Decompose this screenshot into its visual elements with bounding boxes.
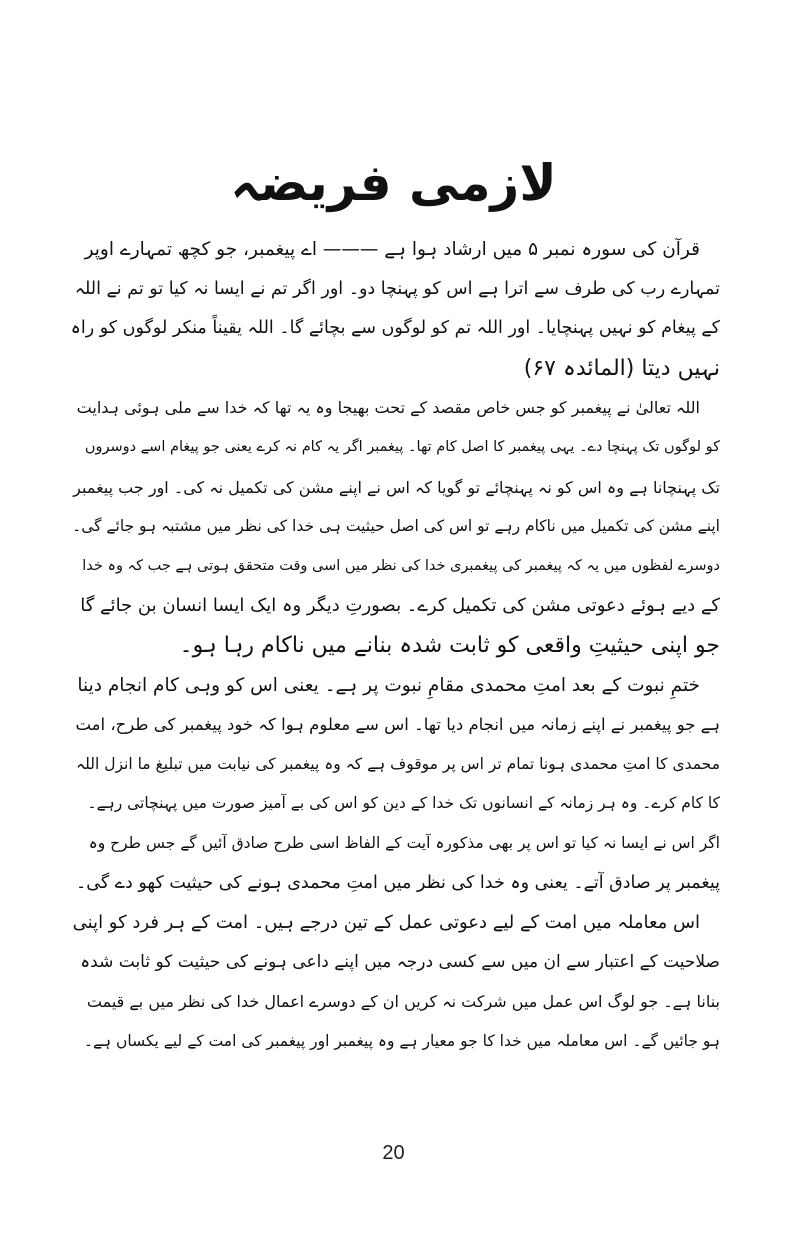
text-line: بنانا ہے۔ جو لوگ اس عمل میں شرکت نہ کریں ان کے دوسرے اعمال خدا کی نظر میں بے قیمت — [86, 992, 720, 1012]
text-line: کو لوگوں تک پہنچا دے۔ یہی پیغمبر کا اصل کام تھا۔ پیغمبر اگر یہ کام نہ کرے یعنی جو پیغام اسے دوسروں — [84, 438, 720, 455]
text-line: صلاحیت کے اعتبار سے ان میں سے کسی درجہ میں اپنے داعی ہونے کی حیثیت کو ثابت شدہ — [80, 951, 720, 972]
page-number: 20 — [382, 1142, 405, 1164]
text-line: ختمِ نبوت کے بعد امتِ محمدی مقامِ نبوت پر ہے۔ یعنی اس کو وہی کام انجام دینا — [77, 674, 700, 696]
text-line: اگر اس نے ایسا نہ کیا تو اس پر بھی مذکورہ آیت کے الفاظ اسی طرح صادق آئیں گے جس طرح وہ — [88, 833, 720, 852]
text-line: اس معاملہ میں امت کے لیے دعوتی عمل کے تین درجے ہیں۔ امت کے ہر فرد کو اپنی — [72, 912, 700, 934]
text-line: قرآن کی سورہ نمبر ۵ میں ارشاد ہوا ہے ——— اے پیغمبر، جو کچھ تمہارے اوپر — [84, 239, 700, 260]
text-line: تمہارے رب کی طرف سے اترا ہے اس کو پہنچا دو۔ اور اگر تم نے ایسا نہ کیا تو تم نے اللہ — [74, 278, 720, 299]
chapter-title: لازمی فریضہ — [230, 154, 557, 212]
text-line: نہیں دیتا (المائدہ ۶۷) — [523, 355, 720, 381]
body-text — [70, 230, 720, 1061]
text-line: پیغمبر پر صادق آتے۔ یعنی وہ خدا کی نظر میں امتِ محمدی ہونے کی حیثیت کھو دے گی۔ — [76, 872, 720, 893]
text-line: اللہ تعالیٰ نے پیغمبر کو جس خاص مقصد کے تحت بھیجا وہ یہ تھا کہ خدا سے ملی ہوئی ہدایت — [76, 398, 700, 418]
text-line: جو اپنی حیثیتِ واقعی کو ثابت شدہ بنانے میں ناکام رہا ہو۔ — [179, 632, 720, 658]
text-line: محمدی کا امتِ محمدی ہونا تمام تر اس پر موقوف ہے کہ وہ پیغمبر کی نیابت میں تبلیغ ما انزل اللہ — [76, 754, 720, 773]
text-line: کا کام کرے۔ وہ ہر زمانہ کے انسانوں تک خدا کے دین کو اس کی بے آمیز صورت میں پہنچاتی رہے۔ — [87, 794, 720, 813]
text-line: کے پیغام کو نہیں پہنچایا۔ اور اللہ تم کو لوگوں سے بچائے گا۔ اللہ یقیناً منکر لوگوں کو راہ — [70, 318, 720, 339]
text-line: اپنے مشن کی تکمیل میں ناکام رہے تو اس کی اصل حیثیت ہی خدا کی نظر میں مشتبہ ہو جائے گی۔ — [72, 517, 720, 536]
text-line: ہے جو پیغمبر نے اپنے زمانہ میں انجام دیا تھا۔ اس سے معلوم ہوا کہ خود پیغمبر کی طرح، امت — [75, 715, 720, 735]
text-line: دوسرے لفظوں میں یہ کہ پیغمبر کی پیغمبری خدا کی نظر میں اسی وقت متحقق ہوتی ہے جب کہ وہ خدا — [82, 557, 720, 574]
text-line: کے دیے ہوئے دعوتی مشن کی تکمیل کرے۔ بصورتِ دیگر وہ ایک ایسا انسان بن جائے گا — [80, 595, 720, 617]
text-line: تک پہنچانا ہے وہ اس کو نہ پہنچائے تو گویا کہ اس نے اپنے مشن کی تکمیل نہ کی۔ اور جب پیغمبر — [73, 477, 720, 497]
text-line: ہو جائیں گے۔ اس معاملہ میں خدا کا جو معیار ہے وہ پیغمبر اور پیغمبر کی امت کے لیے یکساں ہے۔ — [83, 1031, 720, 1050]
